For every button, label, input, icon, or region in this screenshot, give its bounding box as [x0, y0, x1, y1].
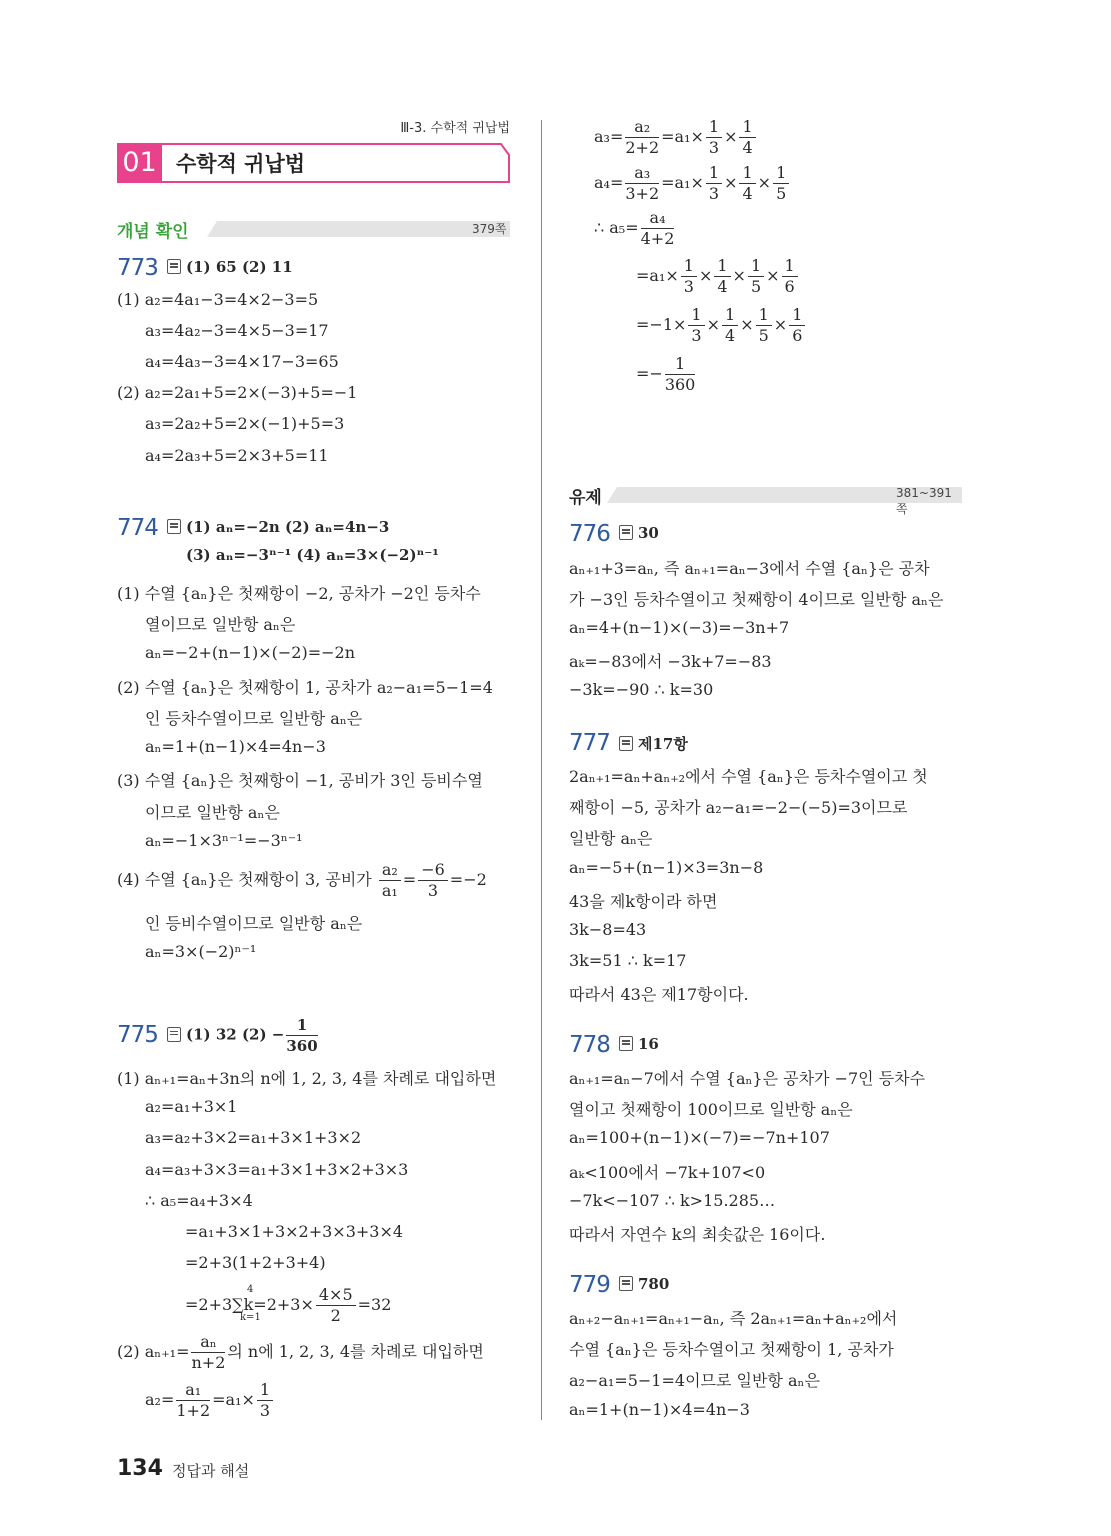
problem-number: 774 — [117, 515, 158, 541]
solution-line: a₄= $\frac{\text{a₃}}{3+2}$ =a₁× $\frac{1}{3}$ × $\frac{1}{4}$ × $\frac{1}{5}$ — [594, 163, 791, 204]
solution-line: aₙ₊₂−aₙ₊₁=aₙ₊₁−aₙ, 즉 2aₙ₊₁=aₙ+aₙ₊₂에서 — [569, 1309, 898, 1328]
solution-line: =− $\frac{1}{360}$ — [636, 354, 696, 394]
solution-line: a₂−a₁=5−1=4이므로 일반항 aₙ은 — [569, 1371, 820, 1390]
solution-line: (4) 수열 {aₙ}은 첫째항이 3, 공비가 $\frac{\text{a₂}}{\text{a₁}}$ = $\frac{-6}{3}$ =−2 — [117, 860, 487, 900]
answer-icon — [167, 519, 181, 534]
solution-line: a₂= $\frac{\text{a₁}}{1+2}$ =a₁× $\frac{1}{3}$ — [145, 1380, 275, 1421]
solution-line: aₙ=−5+(n−1)×3=3n−8 — [569, 858, 764, 877]
concept-page: 379쪽 — [472, 222, 507, 236]
answer-777: 제17항 — [619, 733, 688, 754]
problem-number: 778 — [569, 1032, 610, 1058]
solution-line: =a₁+3×1+3×2+3×3+3×4 — [185, 1222, 404, 1241]
section-header: Ⅲ-3. 수학적 귀납법 — [400, 121, 510, 136]
solution-line: 수열 {aₙ}은 등차수열이고 첫째항이 1, 공차가 — [569, 1340, 894, 1359]
chapter-title: 수학적 귀납법 — [176, 152, 306, 176]
solution-line: aₙ=3×(−2)ⁿ⁻¹ — [145, 942, 257, 961]
solution-line: ∴ a₅=a₄+3×4 — [145, 1191, 253, 1210]
solution-line: a₃=4a₂−3=4×5−3=17 — [145, 321, 329, 340]
answer-icon — [619, 736, 633, 751]
solution-line: aₙ=−2+(n−1)×(−2)=−2n — [145, 643, 356, 662]
answer-778: 16 — [619, 1035, 659, 1053]
exercise-label: 유제 — [569, 488, 602, 508]
solution-line: −3k=−90 ∴ k=30 — [569, 680, 714, 699]
solution-line: 열이므로 일반항 aₙ은 — [145, 615, 296, 634]
answer-775: (1) 32 (2) − $\frac{1}{360}$ — [167, 1015, 320, 1056]
solution-line: (2) 수열 {aₙ}은 첫째항이 1, 공차가 a₂−a₁=5−1=4 — [117, 678, 493, 697]
solution-line: 43을 제k항이라 하면 — [569, 892, 718, 911]
solution-line: aₙ₊₁=aₙ−7에서 수열 {aₙ}은 공차가 −7인 등차수 — [569, 1069, 926, 1088]
solution-line: (2) aₙ₊₁= $\frac{\text{aₙ}}{n+2}$ 의 n에 1, 2, 3, 4를 차례로 대입하면 — [117, 1332, 484, 1372]
footer-text: 정답과 해설 — [172, 1462, 250, 1480]
solution-line: 가 −3인 등차수열이고 첫째항이 4이므로 일반항 aₙ은 — [569, 590, 944, 609]
exercise-section-bar — [569, 483, 962, 516]
solution-line: 인 등비수열이므로 일반항 aₙ은 — [145, 914, 363, 933]
column-divider — [541, 120, 542, 1420]
solution-line: =a₁× $\frac{1}{3}$ × $\frac{1}{4}$ × $\frac{1}{5}$ × $\frac{1}{6}$ — [636, 256, 800, 297]
solution-line: 3k=51 ∴ k=17 — [569, 951, 687, 970]
sum-lower: k=1 — [240, 1312, 261, 1323]
solution-line: 일반항 aₙ은 — [569, 829, 653, 848]
problem-number: 773 — [117, 255, 158, 281]
answer-774-b: (3) aₙ=−3ⁿ⁻¹ (4) aₙ=3×(−2)ⁿ⁻¹ — [186, 546, 439, 564]
answer-icon — [619, 1276, 633, 1291]
solution-line: 째항이 −5, 공차가 a₂−a₁=−2−(−5)=3이므로 — [569, 798, 908, 817]
answer-icon — [167, 1027, 181, 1042]
problem-number: 777 — [569, 730, 610, 756]
chapter-number: 01 — [117, 143, 162, 183]
answer-776: 30 — [619, 524, 659, 542]
answer-icon — [619, 1036, 633, 1051]
solution-line: aₙ₊₁+3=aₙ, 즉 aₙ₊₁=aₙ−3에서 수열 {aₙ}은 공차 — [569, 559, 930, 578]
solution-line: 인 등차수열이므로 일반항 aₙ은 — [145, 709, 363, 728]
solution-line: (3) 수열 {aₙ}은 첫째항이 −1, 공비가 3인 등비수열 — [117, 771, 483, 790]
answer-773: (1) 65 (2) 11 — [167, 258, 293, 276]
solution-line: aₙ=1+(n−1)×4=4n−3 — [145, 737, 326, 756]
solution-line: ∴ a₅= $\frac{\text{a₄}}{4+2}$ — [594, 208, 675, 248]
solution-line: aₙ=100+(n−1)×(−7)=−7n+107 — [569, 1128, 830, 1147]
answer-774: (1) aₙ=−2n (2) aₙ=4n−3 — [167, 518, 389, 536]
solution-line: 따라서 43은 제17항이다. — [569, 985, 749, 1004]
solution-line: (1) 수열 {aₙ}은 첫째항이 −2, 공차가 −2인 등차수 — [117, 584, 481, 603]
sum-upper: 4 — [247, 1284, 254, 1295]
solution-line: a₄=2a₃+5=2×3+5=11 — [145, 446, 329, 465]
solution-line: =−1× $\frac{1}{3}$ × $\frac{1}{4}$ × $\frac{1}{5}$ × $\frac{1}{6}$ — [636, 305, 807, 346]
problem-number: 776 — [569, 521, 610, 547]
solution-line: 이므로 일반항 aₙ은 — [145, 803, 280, 822]
solution-line: aₙ=4+(n−1)×(−3)=−3n+7 — [569, 618, 790, 637]
solution-line: (1) aₙ₊₁=aₙ+3n의 n에 1, 2, 3, 4를 차례로 대입하면 — [117, 1069, 497, 1088]
problem-number: 779 — [569, 1272, 610, 1298]
solution-line: a₄=4a₃−3=4×17−3=65 — [145, 352, 339, 371]
concept-section-bar — [117, 217, 510, 242]
answer-icon — [167, 259, 181, 274]
solution-line: aₙ=−1×3ⁿ⁻¹=−3ⁿ⁻¹ — [145, 831, 303, 850]
solution-line: aₖ<100에서 −7k+107<0 — [569, 1163, 766, 1182]
solution-line: −7k<−107 ∴ k>15.285… — [569, 1191, 776, 1210]
solution-line: aₙ=1+(n−1)×4=4n−3 — [569, 1400, 750, 1419]
solution-line: a₃=a₂+3×2=a₁+3×1+3×2 — [145, 1128, 362, 1147]
answer-779: 780 — [619, 1275, 669, 1293]
solution-line: =2+3(1+2+3+4) — [185, 1253, 326, 1272]
solution-line: a₂=a₁+3×1 — [145, 1097, 238, 1116]
solution-line: =2+3∑k=2+3× $\frac{4\times 5}{2}$ =32 — [185, 1285, 392, 1325]
exercise-page: 381~391쪽 — [896, 486, 952, 516]
solution-line: 2aₙ₊₁=aₙ+aₙ₊₂에서 수열 {aₙ}은 등차수열이고 첫 — [569, 767, 928, 786]
solution-line: aₖ=−83에서 −3k+7=−83 — [569, 652, 772, 671]
solution-line: a₄=a₃+3×3=a₁+3×1+3×2+3×3 — [145, 1160, 409, 1179]
page-number: 134 — [117, 1456, 163, 1481]
solution-line: a₃=2a₂+5=2×(−1)+5=3 — [145, 414, 345, 433]
solution-line: a₃= $\frac{\text{a₂}}{2+2}$ =a₁× $\frac{1}{3}$ × $\frac{1}{4}$ — [594, 117, 758, 158]
answer-icon — [619, 525, 633, 540]
solution-line: (1) a₂=4a₁−3=4×2−3=5 — [117, 290, 319, 309]
solution-line: 3k−8=43 — [569, 920, 647, 939]
solution-line: 열이고 첫째항이 100이므로 일반항 aₙ은 — [569, 1100, 853, 1119]
solution-line: (2) a₂=2a₁+5=2×(−3)+5=−1 — [117, 383, 358, 402]
solution-line: 따라서 자연수 k의 최솟값은 16이다. — [569, 1225, 826, 1244]
concept-label: 개념 확인 — [117, 222, 189, 242]
problem-number: 775 — [117, 1022, 158, 1048]
